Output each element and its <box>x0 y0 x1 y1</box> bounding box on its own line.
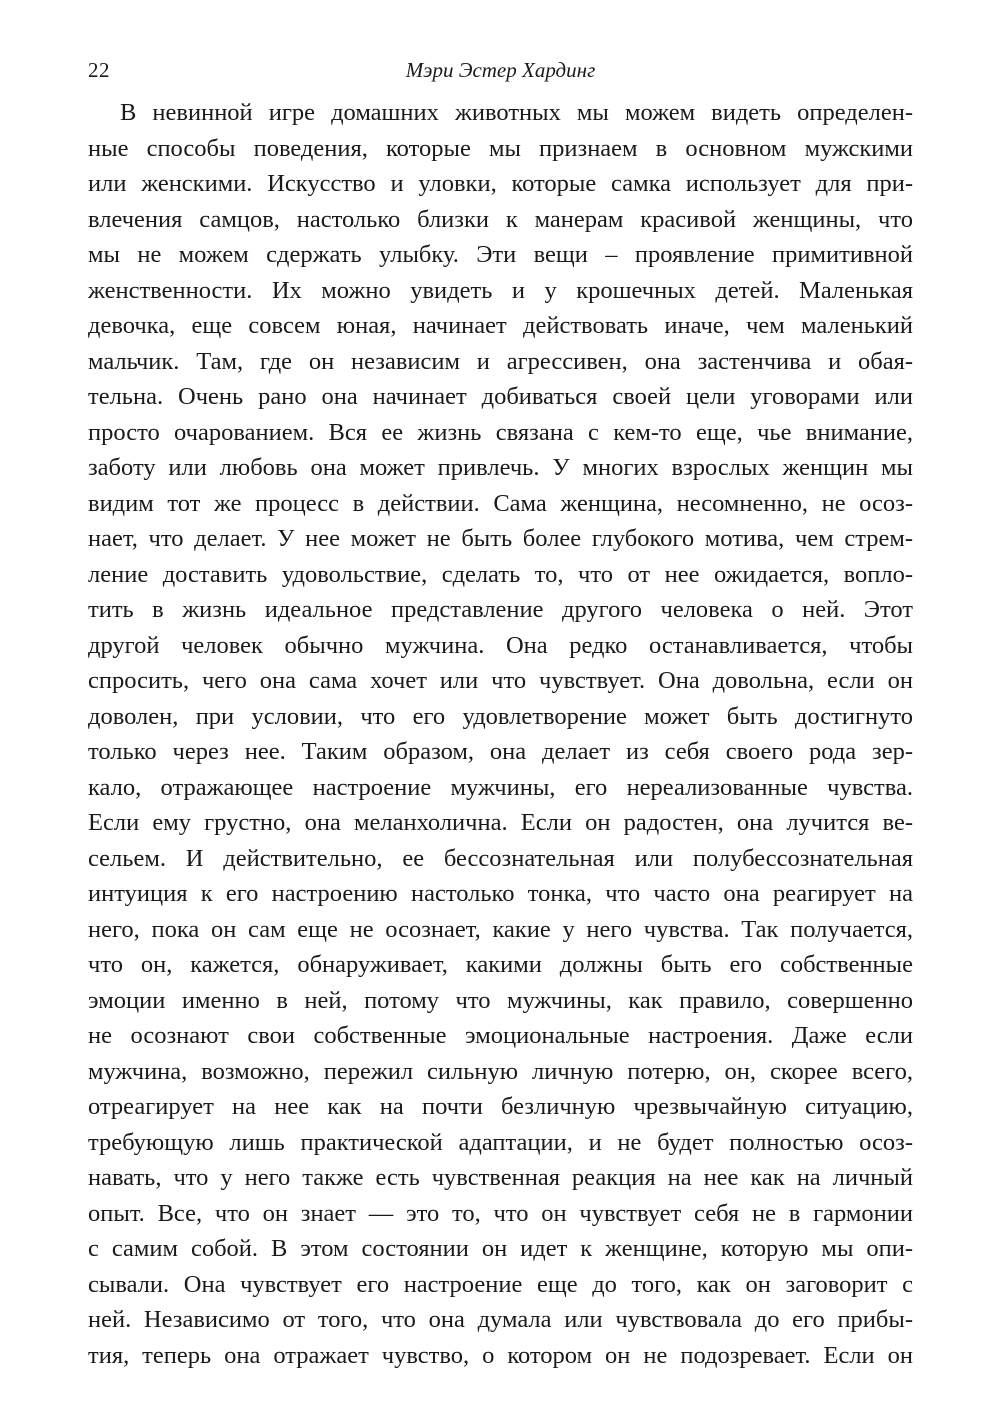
text-line: В невинной игре домашних животных мы можем видеть определен- <box>120 99 913 126</box>
text-line: видим тот же процесс в действии. Сама женщина, несомненно, не осоз- <box>88 489 913 517</box>
text-line: просто очарованием. Вся ее жизнь связана с кем-то еще, чье внимание, <box>88 418 913 446</box>
page-number: 22 <box>88 58 110 82</box>
text-line: интуиция к его настроению настолько тонка, что часто она реагирует на <box>88 880 913 907</box>
header-title: Мэри Эстер Хардинг <box>405 58 596 82</box>
text-line: тить в жизнь идеальное представление другого человека о ней. Этот <box>88 596 913 623</box>
text-line: навать, что у него также есть чувственная реакция на нее как на личный <box>88 1164 913 1191</box>
body-text <box>88 95 913 1373</box>
text-line: ные способы поведения, которые мы признаем в основном мужскими <box>88 134 913 162</box>
text-line: что он, кажется, обнаруживает, какими должны быть его собственные <box>88 951 913 978</box>
text-line: Если ему грустно, она меланхолична. Если он радостен, она лучится ве- <box>88 809 913 836</box>
text-line: с самим собой. В этом состоянии он идет к женщине, которую мы опи- <box>88 1235 913 1262</box>
text-line: спросить, чего она сама хочет или что чувствует. Она довольна, если он <box>88 667 913 694</box>
text-line: мужчина, возможно, пережил сильную личную потерю, он, скорее всего, <box>88 1057 913 1085</box>
text-line: влечения самцов, настолько близки к манерам красивой женщины, что <box>88 205 913 233</box>
text-line: или женскими. Искусство и уловки, которые самка использует для при- <box>88 170 913 197</box>
text-line: не осознают свои собственные эмоциональные настроения. Даже если <box>88 1022 913 1049</box>
text-line: тельна. Очень рано она начинает добиваться своей цели уговорами или <box>88 383 913 410</box>
text-line: сывали. Она чувствует его настроение еще до того, как он заговорит с <box>88 1270 913 1298</box>
text-line: мы не можем сдержать улыбку. Эти вещи – проявление примитивной <box>88 241 913 268</box>
text-line: другой человек обычно мужчина. Она редко останавливается, чтобы <box>88 631 913 659</box>
text-line: эмоции именно в ней, потому что мужчины, как правило, совершенно <box>88 986 913 1014</box>
running-head <box>88 58 913 88</box>
text-line: отреагирует на нее как на почти безличную чрезвычайную ситуацию, <box>88 1093 913 1120</box>
text-line: доволен, при условии, что его удовлетворение может быть достигнуто <box>88 702 913 730</box>
text-line: тия, теперь она отражает чувство, о котором он не подозревает. Если он <box>88 1341 913 1369</box>
text-line: мальчик. Там, где он независим и агрессивен, она застенчива и обая- <box>88 347 913 375</box>
text-line: заботу или любовь она может привлечь. У многих взрослых женщин мы <box>88 454 913 481</box>
text-line: него, пока он сам еще не осознает, какие у него чувства. Так получается, <box>88 915 913 943</box>
text-line: женственности. Их можно увидеть и у крошечных детей. Маленькая <box>88 276 913 304</box>
text-line: кало, отражающее настроение мужчины, его нереализованные чувства. <box>88 773 913 801</box>
text-line: сельем. И действительно, ее бессознательная или полубессознательная <box>88 844 913 872</box>
text-line: ление доставить удовольствие, сделать то, что от нее ожидается, вопло- <box>88 560 913 588</box>
text-line: опыт. Все, что он знает — это то, что он чувствует себя не в гармонии <box>88 1199 913 1227</box>
text-line: только через нее. Таким образом, она делает из себя своего рода зер- <box>88 738 913 765</box>
text-line: девочка, еще совсем юная, начинает действовать иначе, чем маленький <box>88 312 913 339</box>
text-line: нает, что делает. У нее может не быть более глубокого мотива, чем стрем- <box>88 525 913 552</box>
text-line: ней. Независимо от того, что она думала или чувствовала до его прибы- <box>88 1306 913 1333</box>
text-line: требующую лишь практической адаптации, и не будет полностью осоз- <box>88 1128 913 1156</box>
